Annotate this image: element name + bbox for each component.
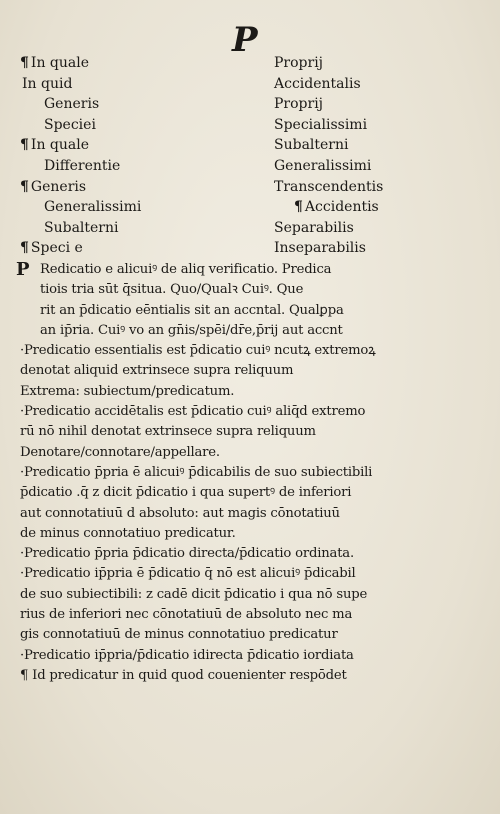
term-row xyxy=(272,94,383,115)
term-row xyxy=(272,238,383,259)
left-term-column xyxy=(20,53,141,259)
term-label: Specialissimi xyxy=(274,116,368,133)
term-label: In quale xyxy=(30,55,90,71)
text-line: ·Predicatio ip̄pria ē p̄dicatio q̄ nō est alicuiꝰ p̄dicabil xyxy=(20,566,356,582)
term-label: Inseparabilis xyxy=(274,240,366,257)
term-row xyxy=(20,238,141,259)
text-line: Extrema: subiectum/predicatum. xyxy=(20,383,235,399)
text-line: denotat aliquid extrinsece supra reliquum xyxy=(20,363,294,379)
term-row xyxy=(20,218,141,239)
text-line: Denotare/connotare/appellare. xyxy=(20,444,220,460)
text-line: de suo subiectibili: z cadē dicit p̄dicatio i qua nō supe xyxy=(20,586,368,602)
text-line: rius de inferiori nec cōnotatiuū de absoluto nec ma xyxy=(20,607,353,623)
term-label: Speciei xyxy=(44,116,96,133)
term-label: Transcendentis xyxy=(274,178,384,195)
term-row xyxy=(20,197,141,218)
term-label: Proprij xyxy=(274,55,324,71)
term-row xyxy=(272,135,383,156)
pilcrow-mark: ¶ xyxy=(20,137,29,154)
pilcrow-mark: ¶ xyxy=(20,178,29,195)
text-line: ·Predicatio accidētalis est p̄dicatio cuiꝰ aliq̄d extremo xyxy=(20,404,366,420)
text-line: ·Predicatio p̄pria p̄dicatio directa/p̄dicatio ordinata. xyxy=(20,546,354,562)
term-label: Subalterni xyxy=(274,137,349,154)
term-label: Generis xyxy=(44,96,100,113)
term-row xyxy=(272,177,383,198)
text-line: de minus connotatiuo predicatur. xyxy=(20,525,236,541)
term-row xyxy=(20,135,141,156)
pilcrow-mark: ¶ xyxy=(20,240,29,257)
text-line: ·Predicatio ip̄pria/p̄dicatio idirecta p̄dicatio iordiata xyxy=(20,647,354,663)
term-row xyxy=(20,94,141,115)
term-row xyxy=(272,74,383,95)
term-row xyxy=(272,197,383,218)
text-line: ¶ Id predicatur in quid quod couenienter respōdet xyxy=(20,667,347,683)
term-row xyxy=(20,156,141,177)
text-line: gis connotatiuū de minus connotatiuo predicatur xyxy=(20,627,338,643)
term-row xyxy=(272,218,383,239)
text-line: tiois tria sūt q̄situa. Quo/Qualꝛ Cuiꝰ. Que xyxy=(40,282,304,298)
text-line: rit an p̄dicatio eēntialis sit an accntal. Qualꝑpa xyxy=(40,302,344,318)
term-label: Subalterni xyxy=(44,219,119,236)
body-text xyxy=(16,259,490,686)
term-row xyxy=(20,177,141,198)
term-label: Generalissimi xyxy=(44,199,142,216)
text-line: rū nō nihil denotat extrinsece supra reliquum xyxy=(20,424,316,440)
term-row xyxy=(272,53,383,74)
term-label: Accidentis xyxy=(304,199,379,216)
right-term-column xyxy=(272,53,383,259)
term-row xyxy=(272,156,383,177)
term-row xyxy=(20,53,141,74)
term-label: Generalissimi xyxy=(274,157,372,174)
pilcrow-mark: ¶ xyxy=(294,199,303,216)
term-row xyxy=(272,115,383,136)
term-row xyxy=(20,74,141,95)
text-line: an ip̄ria. Cuiꝰ vo an gn̄is/spēi/dr̄e,p̄rij aut accnt xyxy=(40,322,343,338)
term-label: Proprij xyxy=(274,96,324,113)
text-line: Redicatio e alicuiꝰ de aliq verificatio. Predica xyxy=(40,262,332,277)
term-label: Accidentalis xyxy=(274,75,361,92)
term-label: Separabilis xyxy=(274,219,354,236)
term-label: In quid xyxy=(22,75,73,92)
term-label: Generis xyxy=(30,178,87,195)
pilcrow-mark: ¶ xyxy=(20,55,29,71)
term-row xyxy=(20,115,141,136)
text-line: ·Predicatio p̄pria ē alicuiꝰ p̄dicabilis de suo subiectibili xyxy=(20,464,373,480)
term-label: In quale xyxy=(30,137,90,154)
text-line: aut connotatiuū d absoluto: aut magis cōnotatiuū xyxy=(20,505,340,521)
text-line: p̄dicatio .q̄ z dicit p̄dicatio i qua supertꝰ de inferiori xyxy=(20,485,352,501)
term-label: Speci e xyxy=(30,240,83,257)
term-label: Differentie xyxy=(44,157,121,174)
text-line: ·Predicatio essentialis est p̄dicatio cuiꝰ ncutꝝ extremoꝝ xyxy=(20,343,376,359)
page-header-letter: P xyxy=(232,20,258,60)
drop-initial: P xyxy=(16,259,30,280)
